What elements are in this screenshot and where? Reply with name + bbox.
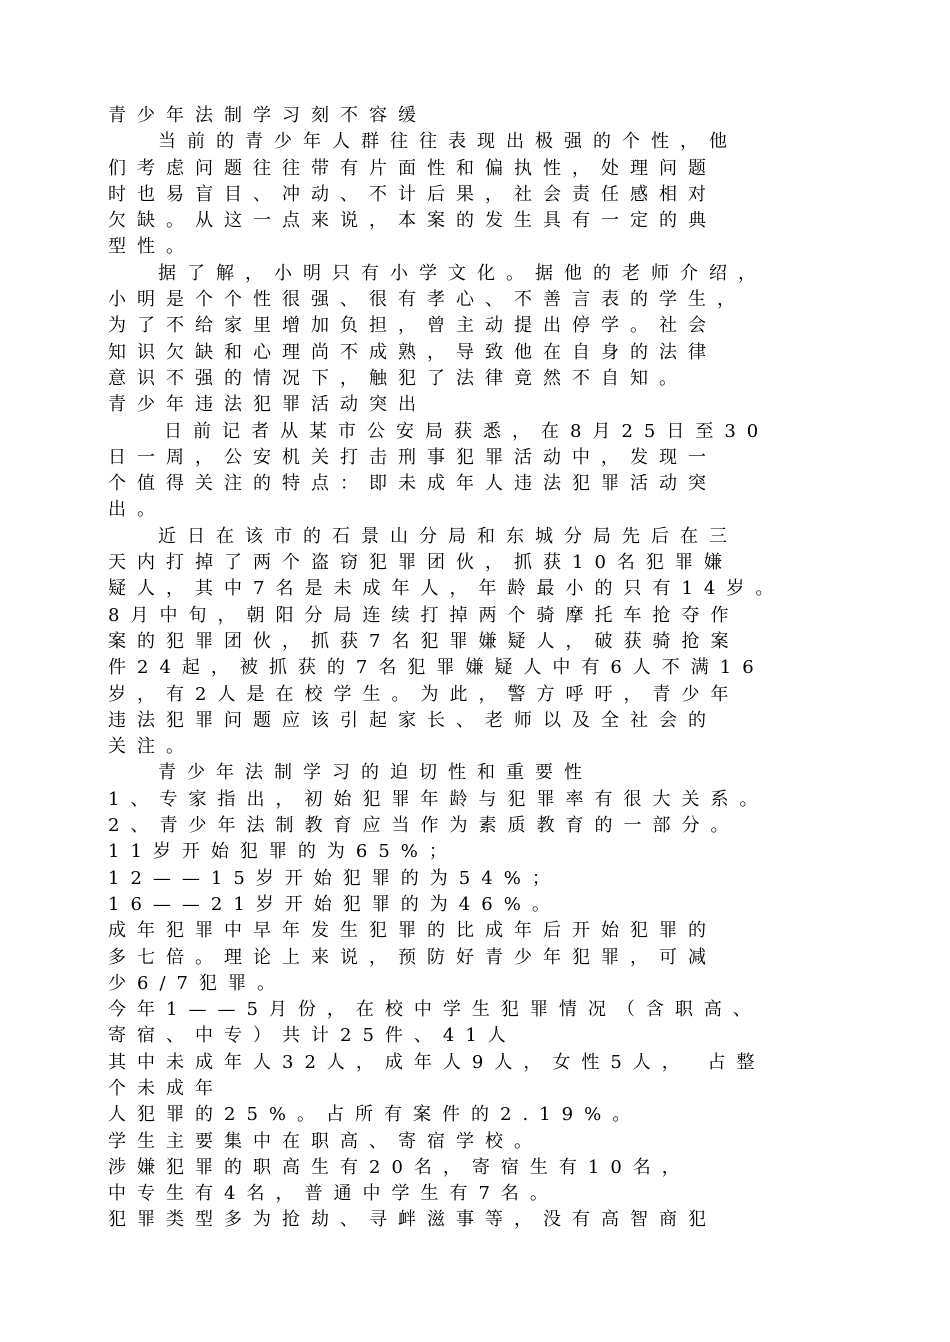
paragraph-line: 件24起，被抓获的7名犯罪嫌疑人中有6人不满16 [108,657,765,679]
section-heading: 青少年法制学习的迫切性和重要性 [158,762,593,784]
paragraph-line: 其中未成年人32人，成年人9人，女性5人， 占整 [108,1051,766,1073]
paragraph-line: 意识不强的情况下，触犯了法律竟然不自知。 [108,367,688,389]
list-item: 2、青少年法制教育应当作为素质教育的一部分。 [108,815,740,837]
paragraph-line: 学生主要集中在职高、寄宿学校。 [108,1130,543,1152]
paragraph-line: 时也易盲目、冲动、不计后果，社会责任感相对 [108,183,717,205]
paragraph-line: 人犯罪的25%。占所有案件的2.19%。 [108,1104,642,1126]
paragraph-line: 知识欠缺和心理尚不成熟，导致他在自身的法律 [108,341,717,363]
section-heading: 青少年违法犯罪活动突出 [108,394,427,416]
paragraph-line: 出。 [108,499,166,521]
paragraph-line: 岁，有2人是在校学生。为此，警方呼吁，青少年 [108,683,740,705]
paragraph-line: 日前记者从某市公安局获悉，在8月25日至30 [164,420,770,442]
paragraph-line: 疑人，其中7名是未成年人，年龄最小的只有14岁。 [108,578,785,600]
paragraph-line: 型性。 [108,236,195,258]
paragraph-line: 寄宿、中专）共计25件、41人 [108,1025,517,1047]
document-body [108,103,848,1234]
paragraph-line: 个值得关注的特点：即未成年人违法犯罪活动突 [108,473,717,495]
paragraph-line: 违法犯罪问题应该引起家长、老师以及全社会的 [108,709,717,731]
paragraph-line: 犯罪类型多为抢劫、寻衅滋事等，没有高智商犯 [108,1209,717,1231]
paragraph-line: 欠缺。从这一点来说，本案的发生具有一定的典 [108,210,717,232]
paragraph-line: 当前的青少年人群往往表现出极强的个性，他 [158,131,738,153]
paragraph-line: 案的犯罪团伙，抓获7名犯罪嫌疑人，破获骑抢案 [108,630,740,652]
paragraph-line: 个未成年 [108,1077,224,1099]
list-item: 1、专家指出，初始犯罪年龄与犯罪率有很大关系。 [108,788,769,810]
paragraph-line: 多七倍。理论上来说，预防好青少年犯罪，可减 [108,946,717,968]
paragraph-line: 关注。 [108,736,195,758]
paragraph-line: 天内打掉了两个盗窃犯罪团伙，抓获10名犯罪嫌 [108,552,733,574]
paragraph-line: 少6/7犯罪。 [108,972,286,994]
paragraph-line: 小明是个个性很强、很有孝心、不善言表的学生， [108,289,746,311]
paragraph-line: 日一周，公安机关打击刑事犯罪活动中，发现一 [108,446,717,468]
paragraph-line: 涉嫌犯罪的职高生有20名，寄宿生有10名， [108,1156,691,1178]
paragraph-line: 8月中旬，朝阳分局连续打掉两个骑摩托车抢夺作 [108,604,740,626]
paragraph-line: 成年犯罪中早年发生犯罪的比成年后开始犯罪的 [108,920,717,942]
paragraph-line: 们考虑问题往往带有片面性和偏执性，处理问题 [108,157,717,179]
paragraph-line: 今年1——5月份，在校中学生犯罪情况（含职高、 [108,999,762,1021]
paragraph-line: 中专生有4名，普通中学生有7名。 [108,1183,559,1205]
paragraph-line: 据了解，小明只有小学文化。据他的老师介绍， [158,262,767,284]
statistic-line: 11岁开始犯罪的为65%； [108,841,458,863]
statistic-line: 12——15岁开始犯罪的为54%； [108,867,561,889]
paragraph-line: 为了不给家里增加负担，曾主动提出停学。社会 [108,315,717,337]
section-heading: 青少年法制学习刻不容缓 [108,105,427,126]
paragraph-line: 近日在该市的石景山分局和东城分局先后在三 [158,525,738,547]
statistic-line: 16——21岁开始犯罪的为46%。 [108,893,561,915]
